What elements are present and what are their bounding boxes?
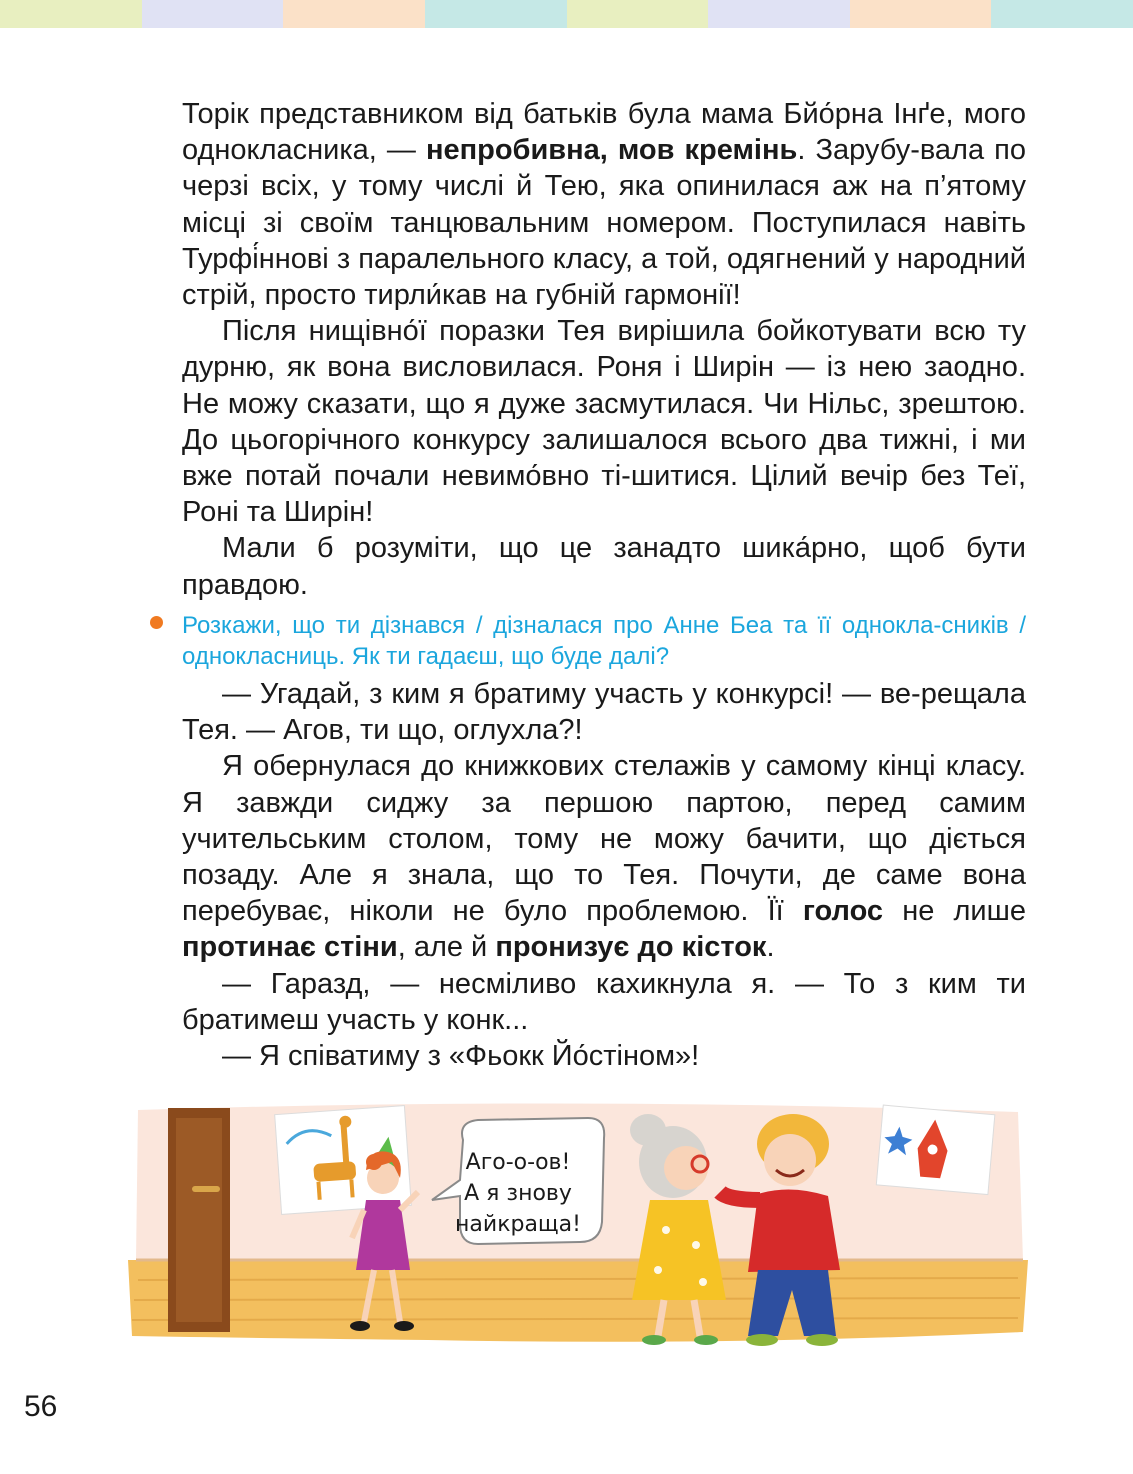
text-run: , але й [397,931,496,964]
discussion-question: Розкажи, що ти дізнався / дізналася про Анне Беа та її однокла-сників / однокласниць. Як ти гадаєш, що буде далі? [182,612,1026,670]
text-run: Торік представником від батьків була мама Бйо́рна Інґе, мого однокласника, — [182,98,1026,167]
stripe-segment [567,0,709,28]
paragraph: — Угадай, з ким я братиму участь у конкурсі! — ве-рещала Тея. — Агов, ти що, оглухла?! [182,678,1026,747]
story-text-section-1 [182,96,1026,603]
stripe-segment [991,0,1133,28]
text-run: Я обернулася до книжкових стелажів у самому кінці класу. Я завжди сиджу за першою партою, перед самим учительським столом, тому не можу бачити, що діється позаду. Але я знала, що то Тея. Почути, де саме вона перебуває, ніколи не було проблемою. Її [182,750,1026,928]
bold-phrase: пронизує до кісток [495,931,767,964]
bold-phrase: протинає стіни [182,931,398,964]
page-number: 56 [24,1390,58,1423]
bubble-line: Аго-о-ов! [465,1150,571,1175]
paragraph [182,748,1026,965]
stripe-segment [425,0,567,28]
stripe-segment [283,0,425,28]
paragraph: Мали б розуміти, що це занадто шика́рно, щоб бути правдою. [182,532,1026,601]
bold-phrase: голос [802,895,884,928]
bubble-line: А я знову [464,1181,572,1206]
door-panel [176,1118,222,1322]
text-run: . Зарубу-вала по черзі всіх, у тому числі й Тею, яка опинилася аж на п’ятому місці зі своїм танцювальним номером. Поступилася навіть Турфі́ннові з паралельного класу, а той, одягнений у народний стрій, просто тирли́кав на губній гармонії! [182,134,1026,312]
door-handle-icon [192,1186,220,1192]
story-text-section-2 [182,676,1026,1074]
stripe-segment [708,0,850,28]
text-run: не лише [883,895,1026,928]
bullet-dot-icon [150,616,163,629]
paragraph [182,96,1026,313]
rocket-drawing [876,1105,995,1194]
speech-bubble-text [448,1147,588,1240]
stripe-segment [850,0,992,28]
text-run: . [766,931,775,964]
bold-phrase: непробивна, мов кремінь [425,134,798,167]
paragraph: — Гаразд, — несміливо кахикнула я. — То з ким ти братимеш участь у конк... [182,967,1026,1036]
stripe-segment [0,0,142,28]
paragraph: — Я співатиму з «Фьокк Йо́стіном»! [222,1040,700,1073]
bubble-line: найкраща! [455,1212,581,1237]
top-color-stripe [0,0,1133,28]
wooden-floor [128,1260,1028,1342]
paragraph: Після нищівно́ї поразки Тея вирішила бойкотувати всю ту дурню, як вона висловилася. Роня і Ширін — із нею заодно. Не можу сказати, що я дуже засмутилася. Чи Нільс, зрештою. До цьогорічного конкурсу залишалося всього два тижні, і ми вже потай почали невимо́вно ті-шитися. Цілий вечір без Теї, Роні та Ширін! [182,315,1026,529]
stripe-segment [142,0,284,28]
